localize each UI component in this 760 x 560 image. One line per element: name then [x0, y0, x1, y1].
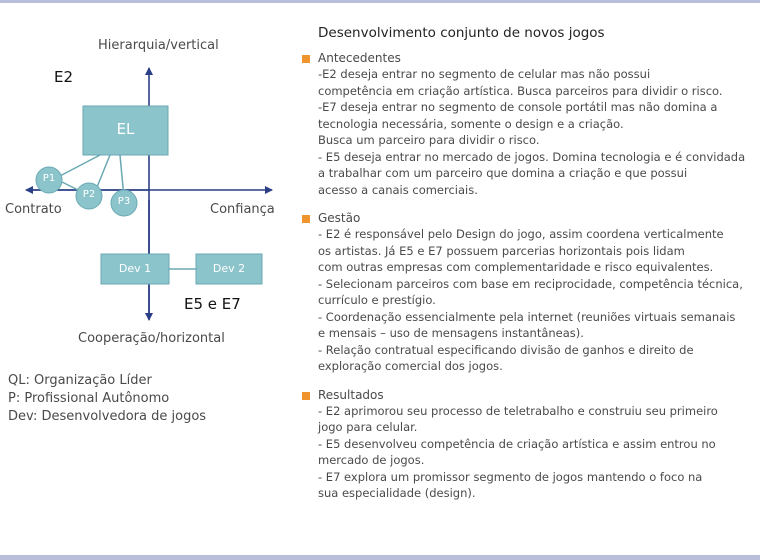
text-line: - E2 é responsável pelo Design do jogo, assim coordena verticalmente	[318, 227, 724, 241]
text-line: e mensais – uso de mensagens instantâneas).	[318, 326, 584, 340]
legend	[8, 372, 206, 426]
section-title: Resultados	[318, 387, 384, 402]
bullet-icon	[302, 392, 310, 400]
text-line: exploração comercial dos jogos.	[318, 359, 503, 373]
bottom-border	[0, 555, 760, 560]
p3-label: P3	[117, 196, 131, 207]
text-line: a trabalhar com um parceiro que domina a criação e que possui	[318, 166, 688, 180]
legend-item: P: Profissional Autônomo	[8, 391, 170, 406]
text-line: currículo e prestígio.	[318, 293, 436, 307]
text-line: - E2 aprimorou seu processo de teletrabalho e construiu seu primeiro	[318, 403, 718, 418]
p1-label: P1	[42, 173, 56, 184]
text-line: jogo para celular.	[318, 420, 418, 434]
section-title: Gestão	[318, 211, 361, 225]
section-antecedentes	[302, 50, 752, 198]
text-line: - E7 explora um promissor segmento de jogos mantendo o foco na	[318, 469, 703, 484]
text-line: tecnologia necessária, somente o design e a criação.	[318, 116, 624, 131]
text-line: sua especialidade (design).	[318, 486, 476, 500]
legend-item: Dev: Desenvolvedora de jogos	[8, 409, 207, 424]
section-body	[318, 66, 752, 198]
dev1-label: Dev 1	[118, 262, 152, 275]
bullet-icon	[302, 215, 310, 223]
text-line: - Relação contratual especificando divisão de ganhos e direito de	[318, 342, 694, 357]
dev2-label: Dev 2	[212, 262, 246, 275]
axis-label-left: Contrato	[5, 202, 62, 217]
text-line: competência em criação artística. Busca parceiros para dividir o risco.	[318, 83, 723, 98]
bullet-icon	[302, 55, 310, 63]
axis-label-top: Hierarquia/vertical	[98, 38, 219, 53]
text-line: - E5 desenvolveu competência de criação artística e assim entrou no	[318, 436, 716, 451]
section-gestao	[302, 210, 752, 375]
text-line: mercado de jogos.	[318, 453, 425, 467]
legend-item: QL: Organização Líder	[8, 373, 152, 388]
section-title: Antecedentes	[318, 51, 401, 65]
section-resultados	[302, 387, 752, 502]
text-line: os artistas. Já E5 e E7 possuem parcerias horizontais pois lidam	[318, 243, 685, 258]
axis-label-right: Confiança	[210, 202, 275, 217]
text-line: com outras empresas com complementaridade e risco equivalentes.	[318, 260, 714, 274]
text-line: -E2 deseja entrar no segmento de celular mas não possui	[318, 67, 651, 81]
text-line: Busca um parceiro para dividir o risco.	[318, 133, 540, 147]
text-line: acesso a canais comerciais.	[318, 182, 478, 197]
text-panel	[302, 20, 752, 514]
section-body	[318, 403, 752, 502]
text-line: - Selecionam parceiros com base em reciprocidade, competência técnica,	[318, 276, 743, 291]
link-el-p1	[58, 155, 100, 177]
text-line: - Coordenação essencialmente pela internet (reuniões virtuais semanais	[318, 309, 736, 324]
p2-label: P2	[82, 189, 96, 200]
company-e5-e7: E5 e E7	[184, 295, 241, 313]
company-e2: E2	[54, 68, 74, 86]
el-label: EL	[116, 120, 135, 138]
partnership-diagram	[0, 0, 300, 560]
text-line: - E5 deseja entrar no mercado de jogos. Domina tecnologia e é convidada	[318, 149, 746, 164]
panel-title: Desenvolvimento conjunto de novos jogos	[318, 25, 605, 41]
section-body	[318, 226, 752, 375]
axis-label-bottom: Cooperação/horizontal	[78, 331, 225, 346]
text-line: -E7 deseja entrar no segmento de console portátil mas não domina a	[318, 100, 718, 114]
